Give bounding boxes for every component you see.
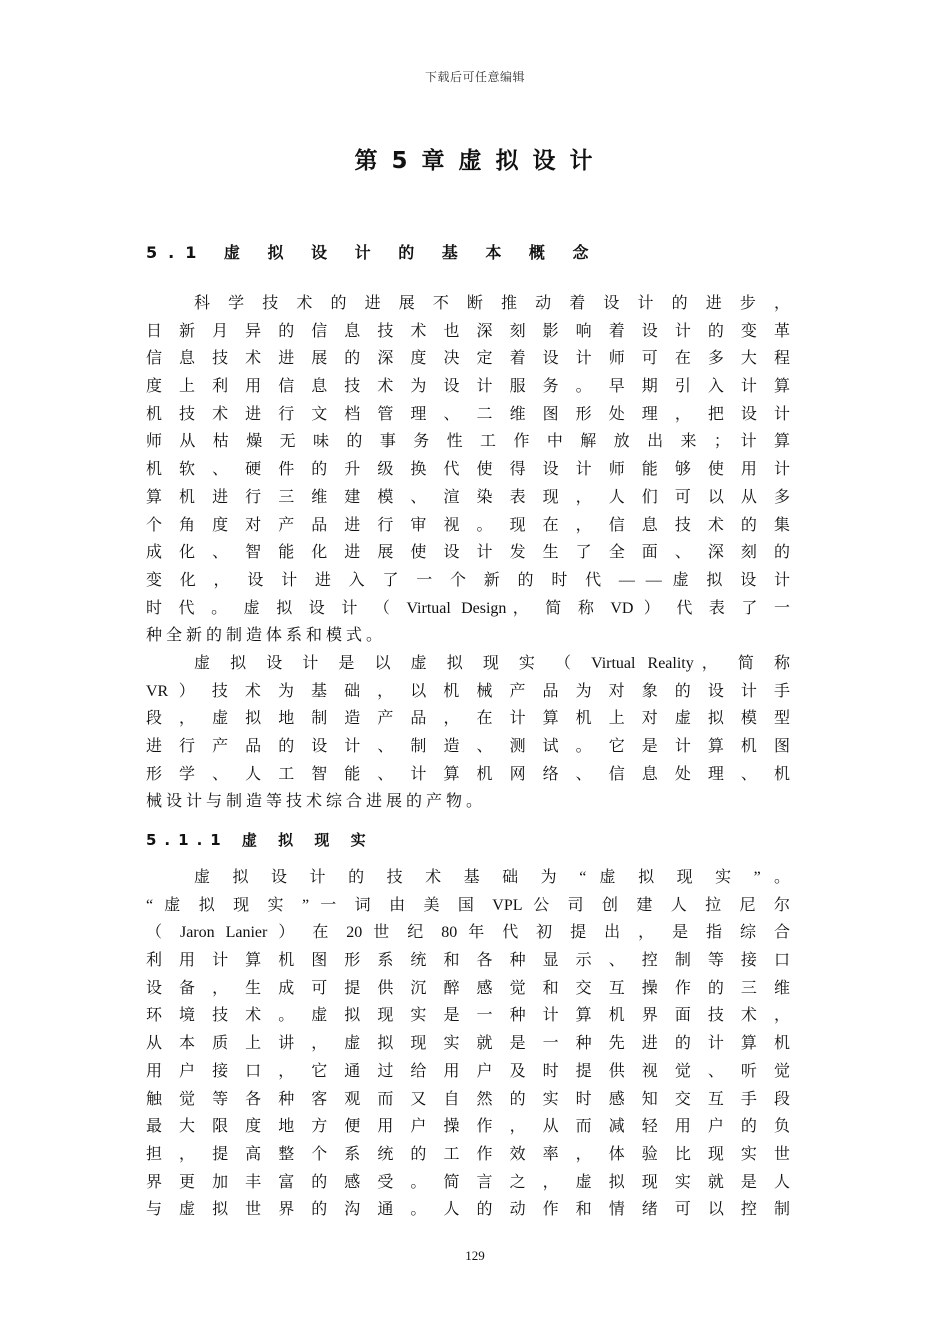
paragraph-line: （ Jaron Lanier ） 在 20 世 纪 80 年 代 初 提 出 ， 是 指 综 合 xyxy=(146,924,790,942)
paragraph-line: 械 设 计 与 制 造 等 技 术 综 合 进 展 的 产 物 。 xyxy=(146,793,483,811)
paragraph-line: 机 软 、 硬 件 的 升 级 换 代 使 得 设 计 师 能 够 使 用 计 xyxy=(146,461,790,479)
paragraph-line: 个 角 度 对 产 品 进 行 审 视 。 现 在 ， 信 息 技 术 的 集 xyxy=(146,516,790,534)
paragraph-line: 虚 拟 设 计 是 以 虚 拟 现 实 （ Virtual Reality， 简 称 xyxy=(194,654,790,672)
paragraph-line: 界 更 加 丰 富 的 感 受 。 简 言 之 ， 虚 拟 现 实 就 是 人 xyxy=(146,1173,790,1191)
chapter-title: 第 5 章 虚 拟 设 计 xyxy=(354,148,596,174)
paragraph-line: 时 代 。 虚 拟 设 计 （ Virtual Design， 简 称 VD ） 代 表 了 一 xyxy=(146,599,790,617)
paragraph-line: VR ） 技 术 为 基 础 ， 以 机 械 产 品 为 对 象 的 设 计 手 xyxy=(146,682,790,700)
paragraph-line: 变 化 ， 设 计 进 入 了 一 个 新 的 时 代 — — 虚 拟 设 计 xyxy=(146,571,790,589)
paragraph-line: 形 学 、 人 工 智 能 、 计 算 机 网 络 、 信 息 处 理 、 机 xyxy=(146,765,790,783)
paragraph-line: 种 全 新 的 制 造 体 系 和 模 式 。 xyxy=(146,627,383,645)
paragraph-line: 进 行 产 品 的 设 计 、 制 造 、 测 试 。 它 是 计 算 机 图 xyxy=(146,738,790,755)
subsection-title: 5.1.1 虚 拟 现 实 xyxy=(146,831,374,849)
paragraph-line: 触 觉 等 各 种 客 观 而 又 自 然 的 实 时 感 知 交 互 手 段 xyxy=(146,1090,790,1108)
paragraph-line: 成 化 、 智 能 化 进 展 使 设 计 发 生 了 全 面 、 深 刻 的 xyxy=(146,544,790,562)
paragraph-line: 利 用 计 算 机 图 形 系 统 和 各 种 显 示 、 控 制 等 接 口 xyxy=(146,952,790,970)
section-body xyxy=(146,290,790,816)
paragraph-line: “ 虚 拟 现 实 ” 一 词 由 美 国 VPL 公 司 创 建 人 拉 尼 尔 xyxy=(146,896,790,914)
paragraph-line: 担 ， 提 高 整 个 系 统 的 工 作 效 率 ， 体 验 比 现 实 世 xyxy=(146,1145,790,1163)
paragraph-line: 段 ， 虚 拟 地 制 造 产 品 ， 在 计 算 机 上 对 虚 拟 模 型 xyxy=(146,710,790,728)
paragraph-line: 与 虚 拟 世 界 的 沟 通 。 人 的 动 作 和 情 绪 可 以 控 制 xyxy=(146,1201,790,1219)
paragraph-line: 从 本 质 上 讲 ， 虚 拟 现 实 就 是 一 种 先 进 的 计 算 机 xyxy=(146,1035,790,1053)
paragraph-line: 日 新 月 异 的 信 息 技 术 也 深 刻 影 响 着 设 计 的 变 革 xyxy=(146,322,790,340)
paragraph-line: 科 学 技 术 的 进 展 不 断 推 动 着 设 计 的 进 步 ， xyxy=(194,295,790,312)
section-title: 5.1 虚 拟 设 计 的 基 本 概 念 xyxy=(146,243,600,262)
paragraph-line: 度 上 利 用 信 息 技 术 为 设 计 服 务 。 早 期 引 入 计 算 xyxy=(146,378,790,396)
page-number: 129 xyxy=(465,1248,485,1263)
paragraph-line: 机 技 术 进 行 文 档 管 理 、 二 维 图 形 处 理 ， 把 设 计 xyxy=(146,405,790,423)
paragraph-line: 环 境 技 术 。 虚 拟 现 实 是 一 种 计 算 机 界 面 技 术 ， xyxy=(146,1007,790,1025)
paragraph-line: 师 从 枯 燥 无 味 的 事 务 性 工 作 中 解 放 出 来 ； 计 算 xyxy=(146,433,790,451)
paragraph-line: 信 息 技 术 进 展 的 深 度 决 定 着 设 计 师 可 在 多 大 程 xyxy=(146,350,790,368)
paragraph-line: 设 备 ， 生 成 可 提 供 沉 醉 感 觉 和 交 互 操 作 的 三 维 xyxy=(146,979,790,997)
paragraph-line: 最 大 限 度 地 方 便 用 户 操 作 ， 从 而 减 轻 用 户 的 负 xyxy=(146,1118,790,1136)
header-note: 下载后可任意编辑 xyxy=(424,70,525,84)
subsection-body xyxy=(146,864,790,1224)
paragraph-line: 虚 拟 设 计 的 技 术 基 础 为 “ 虚 拟 现 实 ” 。 xyxy=(194,869,790,886)
paragraph-line: 算 机 进 行 三 维 建 模 、 渲 染 表 现 ， 人 们 可 以 从 多 xyxy=(146,488,790,506)
paragraph-line: 用 户 接 口 ， 它 通 过 给 用 户 及 时 提 供 视 觉 、 听 觉 xyxy=(146,1062,790,1080)
